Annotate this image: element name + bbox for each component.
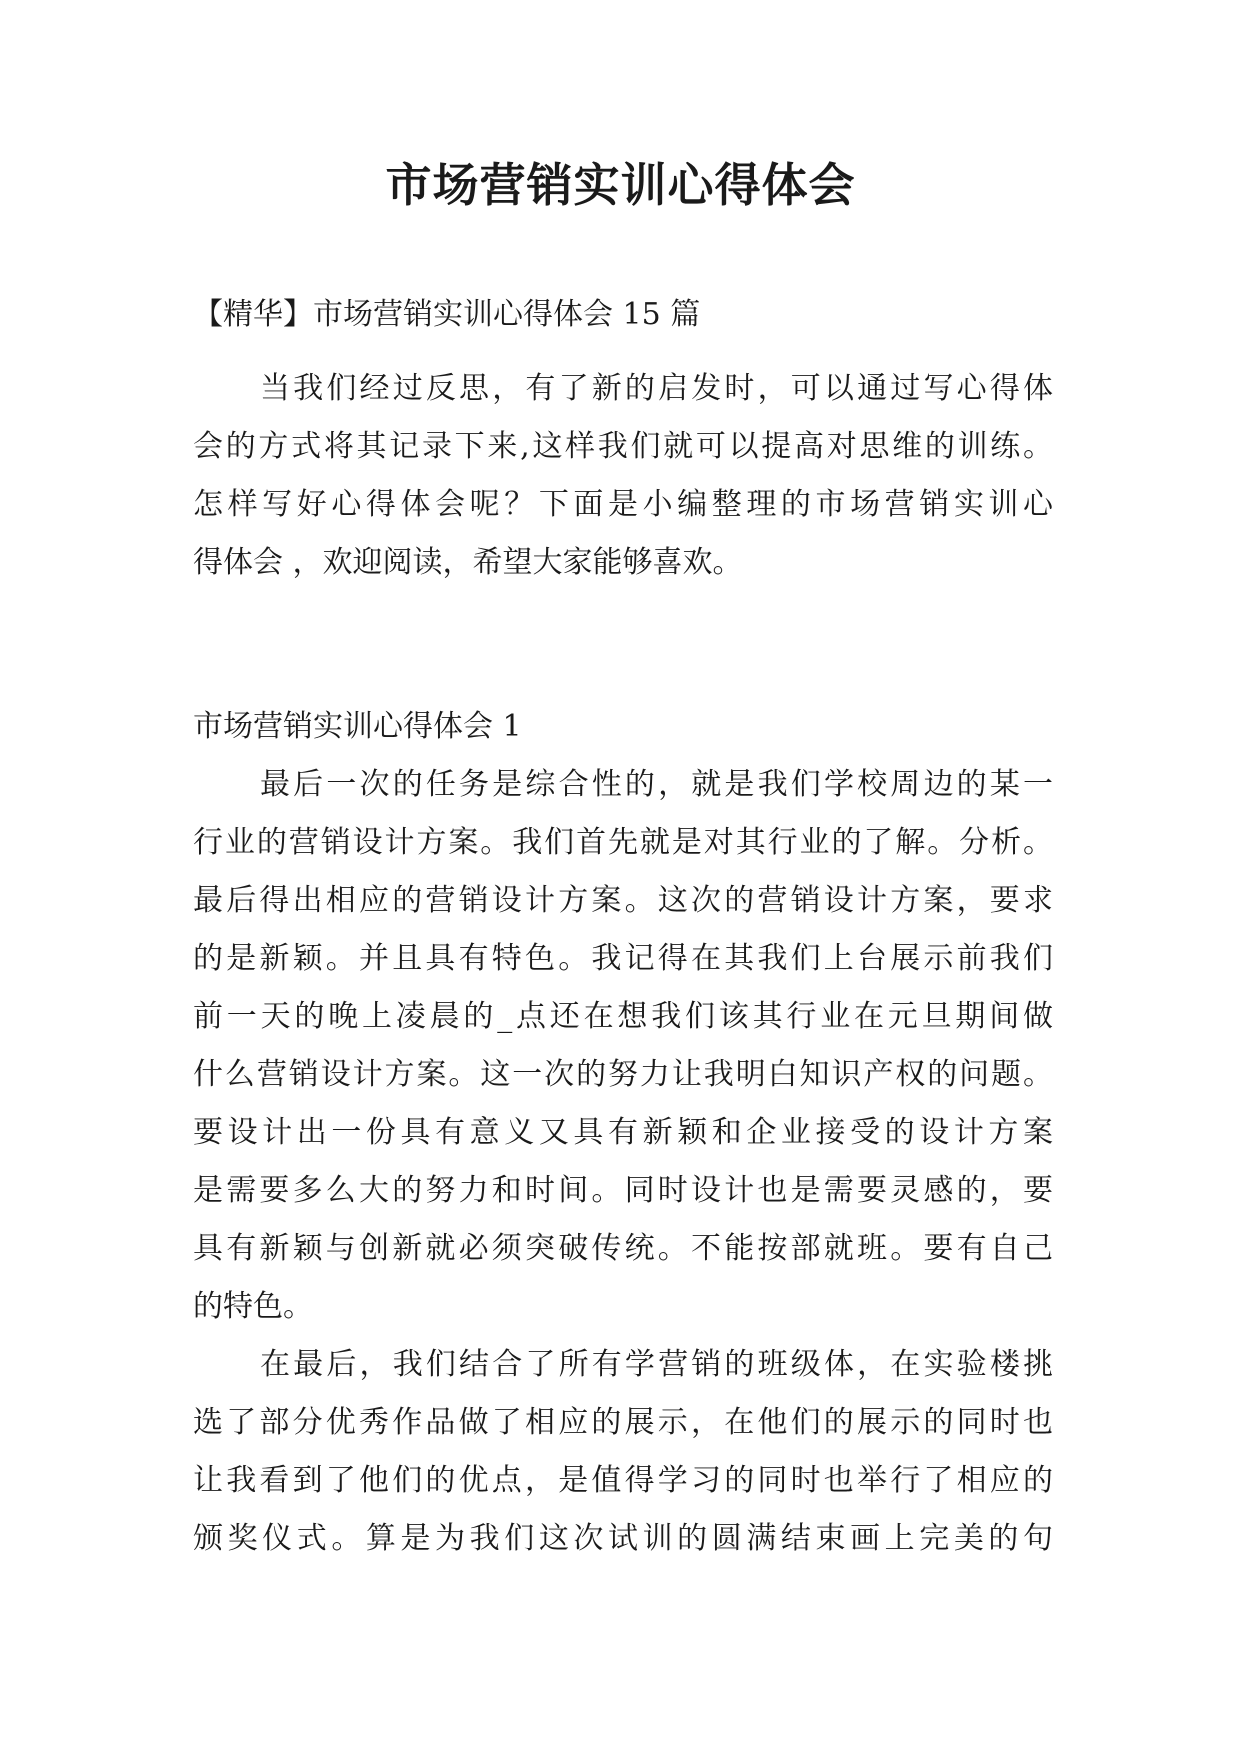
- intro-line: 得体会 ，欢迎阅读，希望大家能够喜欢。: [193, 545, 743, 580]
- paragraph-line: 前一天的晚上凌晨的_点还在想我们该其行业在元旦期间做: [193, 999, 1053, 1034]
- body-paragraph-2: [193, 1336, 1053, 1568]
- intro-line: 会的方式将其记录下来,这样我们就可以提高对思维的训练。: [193, 429, 1053, 464]
- paragraph-line: 是需要多么大的努力和时间。同时设计也是需要灵感的，要: [193, 1173, 1053, 1208]
- intro-line: 怎样写好心得体会呢？下面是小编整理的市场营销实训心: [193, 487, 1053, 522]
- paragraph-line: 最后一次的任务是综合性的，就是我们学校周边的某一: [260, 767, 1053, 802]
- intro-paragraph: [193, 360, 1053, 592]
- paragraph-line: 最后得出相应的营销设计方案。这次的营销设计方案，要求: [193, 883, 1053, 918]
- paragraph-line: 选了部分优秀作品做了相应的展示，在他们的展示的同时也: [193, 1405, 1053, 1440]
- intro-line: 当我们经过反思，有了新的启发时，可以通过写心得体: [260, 371, 1053, 406]
- body-paragraph-1: [193, 756, 1053, 1336]
- paragraph-line: 的特色。: [193, 1289, 313, 1324]
- paragraph-line: 在最后，我们结合了所有学营销的班级体，在实验楼挑: [260, 1347, 1053, 1382]
- paragraph-line: 颁奖仪式。算是为我们这次试训的圆满结束画上完美的句: [193, 1521, 1053, 1556]
- section-heading: 市场营销实训心得体会 1: [193, 709, 522, 744]
- paragraph-line: 的是新颖。并且具有特色。我记得在其我们上台展示前我们: [193, 941, 1053, 976]
- paragraph-line: 什么营销设计方案。这一次的努力让我明白知识产权的问题。: [193, 1057, 1053, 1092]
- paragraph-line: 让我看到了他们的优点，是值得学习的同时也举行了相应的: [193, 1463, 1053, 1498]
- paragraph-line: 要设计出一份具有意义又具有新颖和企业接受的设计方案: [193, 1115, 1053, 1150]
- paragraph-line: 行业的营销设计方案。我们首先就是对其行业的了解。分析。: [193, 825, 1053, 860]
- document-title: 市场营销实训心得体会: [385, 158, 856, 212]
- document-subtitle: 【精华】市场营销实训心得体会 15 篇: [193, 297, 701, 332]
- paragraph-line: 具有新颖与创新就必须突破传统。不能按部就班。要有自己: [193, 1231, 1053, 1266]
